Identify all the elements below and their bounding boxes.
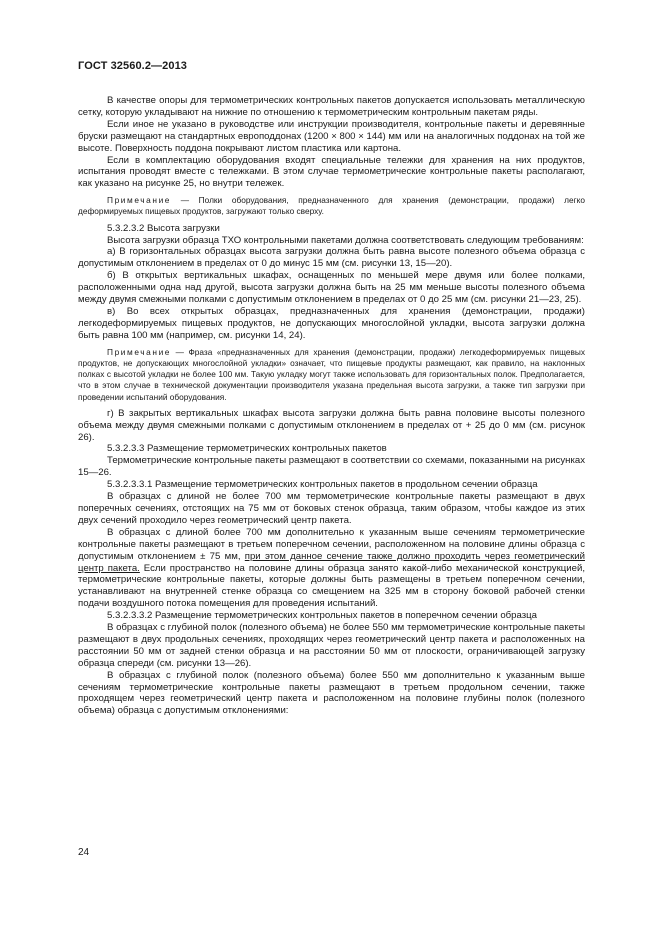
- heading-placement: 5.3.2.3.3 Размещение термометрических контрольных пакетов: [107, 443, 387, 455]
- paragraph-length-over-700: В образцах с длиной более 700 мм дополнительно к указанным выше сечениям термометрические контрольные пакеты размещают в третьем поперечном сечении, расположенном на половине длины образца с допустимым отклонением ± 75 мм, при этом данное сечение также должно проходить через геометрический центр пакета. Если пространство на половине длины образца занято какой-либо механической конструкцией, термометрические контрольные пакеты, которые должны быть размещены в третьем поперечном сечении, устанавливают на внутренней стенке образца со смещением на 325 мм в сторону боковой рабочей стенки подачи воздушного потока помещения для проведения испытаний.: [78, 526, 585, 610]
- note-shelves: [78, 195, 585, 217]
- note-label: Примечание: [107, 195, 172, 206]
- paragraph-placement: Термометрические контрольные пакеты размещают в соответствии со схемами, показанными на рисунках 15—26.: [78, 455, 585, 479]
- note-phrase: [78, 347, 585, 403]
- paragraph-support-mesh: В качестве опоры для термометрических контрольных пакетов допускается использовать металлическую сетку, которую укладывают на нижние по отношению к термометрическим контрольным пакетам ряды.: [78, 95, 585, 118]
- document-code: ГОСТ 32560.2—2013: [78, 60, 188, 72]
- paragraph-trolleys: Если в комплектацию оборудования входят специальные тележки для хранения на них продуктов, испытания проводят вместе с тележками. В этом случае термометрические контрольные пакеты располагают, как указано на рисунке 25, но внутри тележек.: [78, 154, 585, 190]
- heading-longitudinal: 5.3.2.3.3.1 Размещение термометрических контрольных пакетов в продольном сечении образца: [107, 479, 538, 491]
- heading-loading-height: 5.3.2.3.2 Высота загрузки: [107, 222, 220, 234]
- note-text: — Полки оборудования, предназначенного для хранения (демонстрации, продажи) легко деформируемых пищевых продуктов, загружают только сверху.: [78, 195, 585, 217]
- page-number: 24: [78, 847, 90, 858]
- list-item-v: в) Во всех открытых образцах, предназначенных для хранения (демонстрации, продажи) легкодеформируемых пищевых продуктов, не допускающих многослойной укладки, высота загрузки должна быть равна 100 мм (например, см. рисунки 14, 24).: [78, 306, 585, 341]
- list-item-a: а) В горизонтальных образцах высота загрузки должна быть равна высоте полезного объема образца с допустимым отклонением в пределах от 0 до минус 15 мм (см. рисунки 13, 15—20).: [78, 246, 585, 270]
- note-text: — Фраза «предназначенных для хранения (демонстрации, продажи) легкодеформируемых пищевых продуктов, не допускающих многослойной укладки» означает, что пищевые продукты размещают, как правило, на наклонных полках с высотой укладки не более 100 мм. Такую укладку могут также использовать для горизонтальных полок. Предполагается, что в этом случае в технической документации производителя указана предельная высота загрузки, а также тип загрузки при проведении испытаний оборудования.: [78, 346, 585, 402]
- paragraph-depth-550: В образцах с глубиной полок (полезного объема) не более 550 мм термометрические контрольные пакеты размещают в двух продольных сечениях, проходящих через геометрический центр пакета и расположенных на расстоянии 50 мм от задней стенки образца и на расстоянии 50 мм от плоскости, ограничивающей загрузку образца спереди (см. рисунки 13—26).: [78, 622, 585, 669]
- paragraph-loading-height: Высота загрузки образца ТХО контрольными пакетами должна соответствовать следующим требованиям:: [107, 234, 584, 246]
- heading-transverse: 5.3.2.3.3.2 Размещение термометрических контрольных пакетов в поперечном сечении образца: [107, 610, 537, 622]
- paragraph-length-700: В образцах с длиной не более 700 мм термометрические контрольные пакеты размещают в двух поперечных сечениях, отстоящих на 75 мм от боковых стенок образца, таким образом, чтобы каждое из этих двух сечений проходило через геометрический центр пакета.: [78, 491, 585, 526]
- paragraph-depth-over-550: В образцах с глубиной полок (полезного объема) более 550 мм дополнительно к указанным выше сечениям термометрические контрольные пакеты размещают в третьем продольном сечении, также проходящем через геометрический центр пакета и расположенном на половине глубины полок (полезного объема) образца с допустимым отклонениями:: [78, 669, 585, 717]
- paragraph-pallets: Если иное не указано в руководстве или инструкции производителя, контрольные пакеты и деревянные бруски размещают на стандартных европоддонах (1200 × 800 × 144) мм или на аналогичных поддонах на той же высоте. Поверхность поддона покрывают листом пластика или картона.: [78, 118, 585, 154]
- note-label: Примечание: [107, 346, 172, 357]
- underlined-text: при этом данное сечение также должно проходить через геометрический центр пакета.: [78, 550, 585, 574]
- document-body: [78, 95, 585, 717]
- list-item-g: г) В закрытых вертикальных шкафах высота загрузки должна быть равна половине высоты полезного объема между двумя смежными полками с допустимым отклонением в пределах от + 25 до 0 мм (см. рисунок 26).: [78, 407, 585, 443]
- list-item-b: б) В открытых вертикальных шкафах, оснащенных по меньшей мере двумя или более полками, расположенными одна над другой, высота загрузки должна быть на 25 мм меньше высоты полезного объема между двумя смежными полками с допустимым отклонением в пределах от 0 до 25 мм (см. рисунки 21—23, 25).: [78, 270, 585, 306]
